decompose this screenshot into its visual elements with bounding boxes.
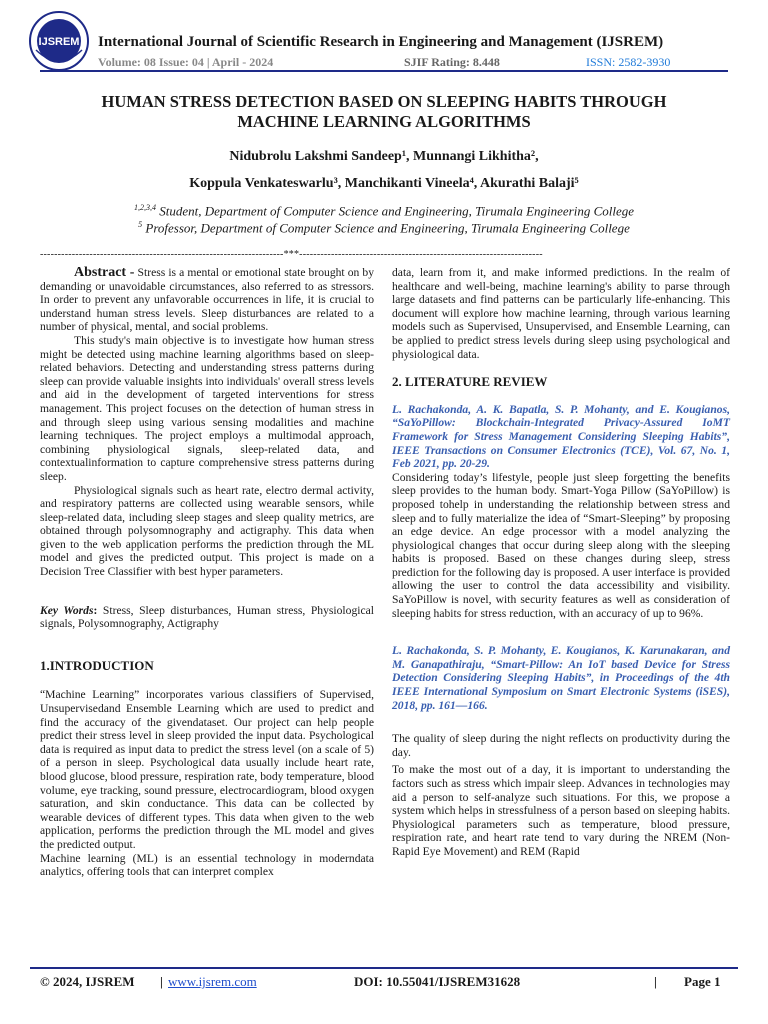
sjif-rating: SJIF Rating: 8.448 [404, 55, 500, 69]
affiliation-1: $^{1,2,3,4}$ Student, Department of Computer Science and Engineering, Tirumala Engineering College [133, 203, 635, 219]
intro-p1: “Machine Learning” incorporates various classifiers of Supervised, Unsupervisedand Ensemble Learning which are used to predict and find the accuracy of the givendataset. Our project can help people predict their stress level in sleep provided the input data. Psychological data is required as input data to predict the stress level (on a scale of 5) of a person in sleep. Psychological data usually include heart rate, blood glucose, blood pressure, respiration rate, body temperature, blood volume, eye tracking, sound pressure, electrocardiogram, blood oxygen saturation, and skin conductance. This data can be collected by wearable devices of different types. This data when given to the web application, performs the prediction through the ML model and gives the predicted output. [40, 688, 374, 851]
header-rule [40, 70, 728, 72]
section-separator: ---------------------------------------------------------------------***--------------------------------------------------------------------- [40, 249, 543, 260]
doi: DOI: 10.55041/IJSREM31628 [354, 974, 521, 989]
right-column [392, 266, 730, 859]
intro-p2: Machine learning (ML) is an essential technology in moderndata analytics, offering tools that can interpret complex [40, 851, 374, 879]
paper-title [40, 92, 728, 132]
page-number: Page 1 [684, 974, 721, 989]
logo-text: IJSREM [38, 36, 80, 48]
ijsrem-logo [28, 10, 90, 72]
abstract-label: Abstract - [74, 265, 135, 280]
reference-2-p1: The quality of sleep during the night reflects on productivity during the day. [392, 732, 730, 759]
issn: ISSN: 2582-3930 [586, 55, 671, 69]
abstract-p3: Physiological signals such as heart rate, electro dermal activity, and respiratory patterns are collected using wearable sensors, while sleep-related data, including sleep stages and sleep quality metrics, are obtained through polysomnography and actigraphy. This data when given to the web application performs the prediction through the ML model and gives the predicted output. This project is made on a Decision Tree Classifier with best hyper parameters. [40, 483, 374, 579]
authors-line-1: Nidubrolu Lakshmi Sandeep¹, Munnangi Likhitha², [229, 149, 539, 164]
reference-2: L. Rachakonda, S. P. Mohanty, E. Kougianos, K. Karunakaran, and M. Ganapathiraju, “Smart-Pillow: An IoT based Device for Stress Detection Considering Sleeping Habits”, in Proceedings of the 4th IEEE International Symposium on Smart Electronic Systems (iSES), 2018, pp. 161—166. [392, 644, 730, 712]
reference-1-summary: Considering today’s lifestyle, people just sleep forgetting the benefits sleep provides to the human body. Smart-Yoga Pillow (SaYoPillow) is proposed tohelp in understanding the relationship between stress and sleep and to fully materialize the idea of “Smart-Sleeping” by proposing an edge device. An edge processor with a model analyzing the physiological changes that occur during sleep along with the sleeping habits is proposed. Based on these changes during sleep, stress prediction for the following day is proposed. A user interface is provided allowing the user to control the data accessibility and visibility. SaYoPillow is novel, with security features as well as consideration of sleeping habits for stress reduction, with an accuracy of up to 96%. [392, 470, 730, 620]
volume-info: Volume: 08 Issue: 04 | April - 2024 [98, 55, 274, 69]
footer-separator-2: | [654, 974, 657, 989]
title-line-2: MACHINE LEARNING ALGORITHMS [237, 112, 531, 131]
affiliation-2: $^5$ Professor, Department of Computer Science and Engineering, Tirumala Engineering College [138, 220, 630, 236]
intro-heading: 1.INTRODUCTION [40, 657, 154, 673]
reference-2-p2: To make the most out of a day, it is important to understanding the factors such as stress which impair sleep. Advances in technologies may aid a person to self-analyze such situations. For this, we propose a system which helps in stressfulness of a person based on sleeping habits. Physiological parameters such as temperature, blood pressure, respiration rate, and heart rate tend to vary during the NREM (Non-Rapid Eye Movement) and REM (Rapid [392, 763, 730, 858]
continued-paragraph: data, learn from it, and make informed predictions. In the realm of healthcare and well-being, machine learning's ability to parse through large datasets and find patterns can be particularly life-enhancing. This document will explore how machine learning, through various learning models such as Supervised, Unsupervised, and Ensemble Learning, can be applied to predict stress levels during sleep using psychological and physiological data. [392, 266, 730, 361]
keywords-label: Key Words [40, 603, 94, 617]
website-link[interactable]: www.ijsrem.com [168, 974, 257, 989]
abstract-p1: Abstract - Stress is a mental or emotional state brought on by demanding or unavoidable circumstances, also referred to as stressors. In order to prevent any unfavorable occurrences in life, it is crucial to understand human stress levels. Sleep disturbances are related to a number of physical, mental, and social problems. [40, 265, 374, 334]
abstract-p2: This study's main objective is to investigate how human stress might be detected using machine learning algorithms based on sleep-related behaviors. Detecting and understanding stress patterns during sleep can provide valuable insights into individuals' overall stress levels and aid in the development of targeted interventions for stress management. This project focuses on the detection of human stress in and through sleep using various sensing modalities and machine learning techniques. The project employs a multimodal approach, combining physiological signals, sleep-related data, and contextualinformation to capture comprehensive stress patterns during sleep. [40, 333, 374, 483]
reference-1: L. Rachakonda, A. K. Bapatla, S. P. Mohanty, and E. Kougianos, “SaYoPillow: Blockchain-Integrated Privacy-Assured IoMT Framework for Stress Management Considering Sleeping Habits”, IEEE Transactions on Consumer Electronics (TCE), Vol. 67, No. 1, Feb 2021, pp. 20-29. [392, 402, 730, 471]
journal-title: International Journal of Scientific Research in Engineering and Management (IJSREM) [98, 34, 664, 50]
literature-heading: 2. LITERATURE REVIEW [392, 374, 548, 390]
keywords: Key Words: Stress, Sleep disturbances, Human stress, Physiological signals, Polysomnography, Actigraphy [40, 603, 374, 631]
left-column [40, 266, 374, 879]
footer-rule [30, 967, 738, 969]
copyright: © 2024, IJSREM [40, 974, 135, 989]
title-line-1: HUMAN STRESS DETECTION BASED ON SLEEPING HABITS THROUGH [101, 92, 667, 111]
authors-line-2: Koppula Venkateswarlu³, Manchikanti Vineela⁴, Akurathi Balaji⁵ [189, 176, 579, 191]
footer-separator-1: | [160, 974, 163, 989]
